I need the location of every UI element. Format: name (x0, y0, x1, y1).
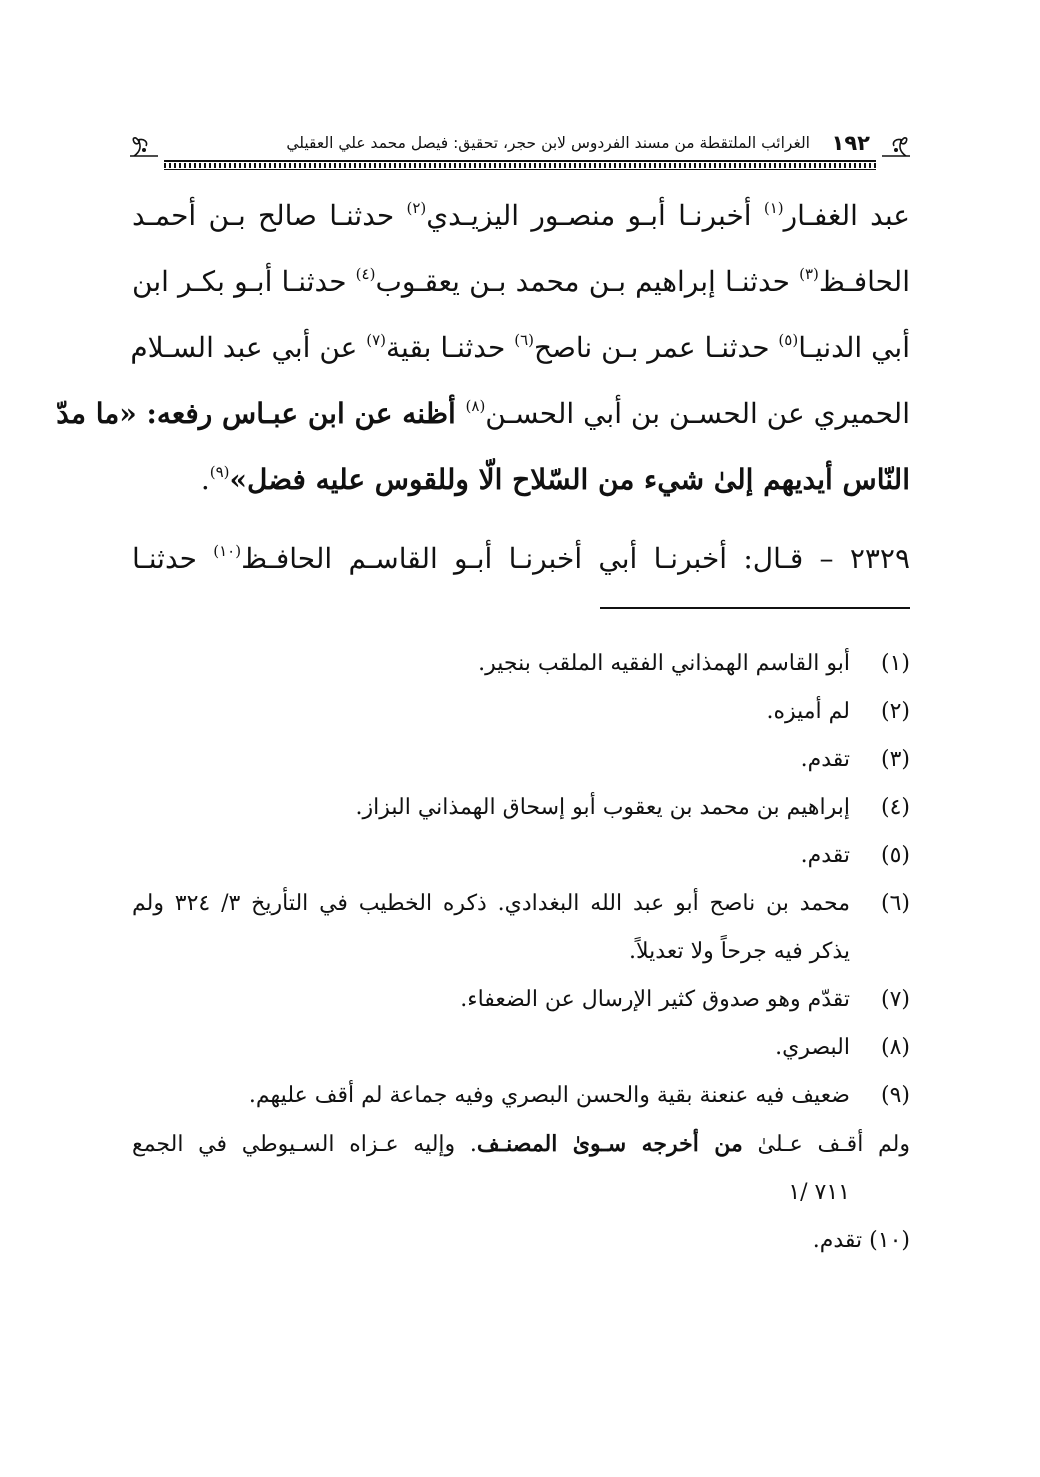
footnote (132, 640, 910, 688)
footnote (132, 880, 910, 976)
text-run: حدثنـا (132, 542, 214, 575)
entry-heading (132, 542, 910, 575)
footnote-marker: (١) (763, 199, 784, 217)
text-run: أخبرنـا أبـو منصـور اليزيـدي (426, 199, 764, 232)
hadith-text: أظنه عن ابن عبـاس رفعه: «ما مدّ (56, 397, 466, 430)
footnote-marker: (٧) (366, 331, 387, 349)
footnote-marker: (٩) (209, 463, 230, 481)
footnote-marker: (٤) (355, 265, 376, 283)
text-line (132, 315, 910, 381)
footnote-number: (٧) (880, 987, 910, 1012)
footnote (132, 784, 910, 832)
footnote (132, 688, 910, 736)
footnote-number: (٤) (880, 795, 910, 820)
footnote-number: (٥) (880, 843, 910, 868)
footnote-marker: (٥) (778, 331, 799, 349)
footnote-number: (٣) (880, 747, 910, 772)
footnote (132, 976, 910, 1024)
footnotes (132, 640, 910, 1265)
footnote-continuation (132, 1120, 910, 1169)
footnote-text: البصري. (775, 1035, 850, 1060)
footnote-text: محمد بن ناصح أبو عبد الله البغدادي. ذكره الخطيب في التأريخ ٣/ ٣٢٤ ولم (132, 891, 851, 916)
text-line (132, 447, 910, 513)
text-line (132, 183, 910, 249)
footnote-marker: (٨) (465, 397, 486, 415)
footnote (132, 1072, 910, 1120)
footnote: (١٠) تقدم. (812, 1228, 910, 1253)
footnote-text: يذكر فيه جرحاً ولا تعديلاً. (629, 939, 850, 964)
text-run: . (200, 463, 210, 496)
footnote-number: (٦) (880, 891, 910, 916)
footnote-number: (٩) (880, 1083, 910, 1108)
footnote-text: إبراهيم بن محمد بن يعقوب أبو إسحاق الهمذاني البزاز. (355, 795, 850, 820)
ornament-icon (130, 130, 164, 158)
footnote (132, 832, 910, 880)
text-run: حدثنـا إبراهيم بـن محمد بـن يعقـوب (375, 265, 800, 298)
footnote-reference: ٧١١ /١ (788, 1180, 850, 1205)
running-header (130, 128, 910, 166)
hadith-text: النّاس أيديهم إلىٰ شيء من السّلاح الّا وللقوس عليه فضل» (229, 463, 910, 496)
footnote (132, 736, 910, 784)
text-run: حدثنـا صالح بـن أحمـد (132, 199, 407, 232)
text-run: أبي الدنيـا (798, 331, 910, 364)
text-line (56, 381, 910, 447)
text-run: . وإليه عـزاه السـيوطي في الجمع (132, 1132, 477, 1157)
text-run: عبد الغفـار (783, 199, 911, 232)
text-run: الحافـظ (818, 265, 910, 298)
ornament-icon (876, 130, 910, 158)
text-run: ٢٣٢٩ – قـال: أخبرنـا أبي أخبرنـا أبـو القاسـم الحافـظ (241, 542, 910, 575)
header-rule (164, 160, 876, 170)
footnote (132, 1024, 910, 1072)
footnote-number: (٢) (880, 699, 910, 724)
footnote-text: تقدم. (800, 843, 850, 868)
footnote-text: أبو القاسم الهمذاني الفقيه الملقب بنجير. (478, 651, 850, 676)
footnote-text: تقدم. (800, 747, 850, 772)
footnote-number: (١) (880, 651, 910, 676)
footnote-marker: (٦) (514, 331, 534, 349)
footnote-marker: (٢) (406, 199, 427, 217)
text-run: الحميري عن الحسـن بن أبي الحسـن (485, 397, 910, 430)
footnote-text: لم أميزه. (766, 699, 850, 724)
text-run: عن أبي عبد السـلام (130, 331, 367, 364)
running-title: الغرائب الملتقطة من مسند الفردوس لابن حجر، تحقيق: فيصل محمد علي العقيلي (286, 134, 810, 152)
main-text (56, 183, 911, 513)
text-run: حدثنـا عمر بـن ناصح (534, 331, 779, 364)
text-run: حدثنـا أبـو بكـر ابن (132, 265, 356, 298)
footnote-marker: (٣) (799, 265, 819, 283)
text-run: من أخرجه سـوىٰ المصنـف (476, 1131, 743, 1157)
text-run: ولم أقـف عـلىٰ (742, 1132, 911, 1157)
footnote-text: تقدّم وهو صدوق كثير الإرسال عن الضعفاء. (460, 987, 850, 1012)
text-run: حدثنـا بقية (386, 331, 515, 364)
footnote-separator (600, 607, 910, 609)
footnote-number: (٨) (880, 1035, 910, 1060)
footnote-marker: (١٠) (213, 542, 242, 560)
footnote-text: ضعيف فيه عنعنة بقية والحسن البصري وفيه جماعة لم أقف عليهم. (248, 1083, 850, 1108)
page-number: ١٩٢ (831, 131, 870, 155)
text-line (132, 249, 910, 315)
